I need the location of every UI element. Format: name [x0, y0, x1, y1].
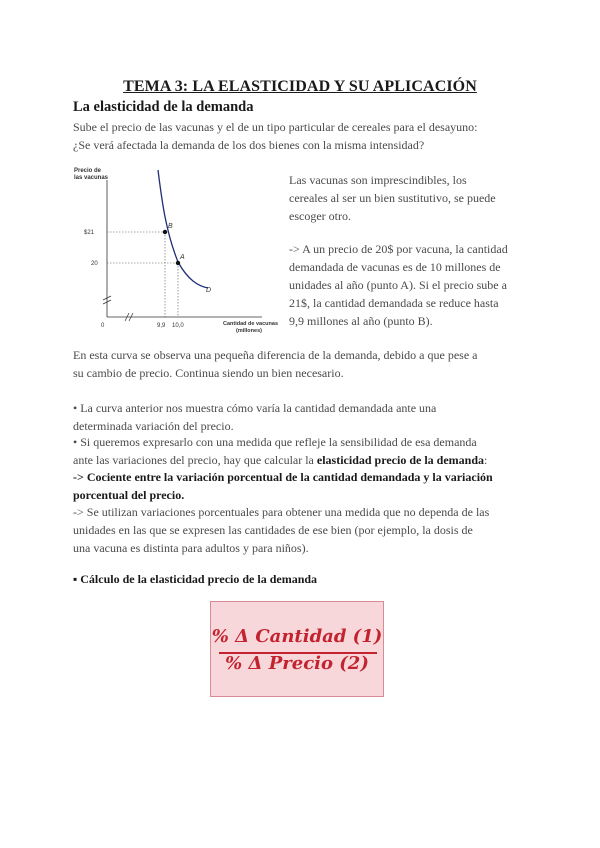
tick-label-20: 20	[91, 261, 98, 267]
side-paragraph-2	[289, 240, 539, 330]
tick-label-21: $21	[84, 230, 95, 236]
b3-line-1: -> Se utilizan variaciones porcentuales para obtener una medida que no dependa de las	[73, 505, 490, 519]
point-a	[176, 261, 180, 265]
section-heading: La elasticidad de la demanda	[73, 99, 254, 115]
formula-numerator: % Δ Cantidad (1)	[211, 626, 383, 647]
b3-line-3: una vacuna es distinta para adultos y para niños).	[73, 541, 309, 555]
formula-box	[210, 601, 384, 697]
chart-y-label: Precio de las vacunas	[74, 168, 109, 181]
bold-line-2: porcentual del precio.	[73, 488, 185, 502]
side-p2-line-4: 21$, la cantidad demandada se reduce hasta	[289, 296, 499, 310]
p3-line-2: su cambio de precio. Continua siendo un bien necesario.	[73, 366, 344, 380]
tick-label-9-9: 9,9	[157, 323, 166, 329]
point-b-label: B	[168, 223, 173, 230]
side-p2-line-3: unidades al año (punto A). Si el precio sube a	[289, 278, 507, 292]
demand-curve	[158, 170, 208, 288]
paragraph-3	[73, 346, 533, 382]
side-paragraph-1	[289, 171, 539, 225]
tick-label-0: 0	[101, 323, 105, 329]
b3-line-2: unidades en las que se expresen las cantidades de ese bien (por ejemplo, la dosis de	[73, 523, 473, 537]
subsection-heading: ▪ Cálculo de la elasticidad precio de la demanda	[73, 572, 318, 586]
bullet-2	[73, 433, 533, 469]
point-a-label: A	[180, 254, 185, 261]
b1-line-1: • La curva anterior nos muestra cómo varía la cantidad demandada ante una	[73, 401, 437, 415]
side-p2-line-1: -> A un precio de 20$ por vacuna, la cantidad	[289, 242, 508, 256]
side-p1-line-1: Las vacunas son imprescindibles, los	[289, 173, 467, 187]
bullet-3	[73, 503, 533, 557]
bullet-1	[73, 399, 533, 435]
demand-curve-chart	[70, 162, 279, 337]
formula-denominator: % Δ Precio (2)	[225, 653, 369, 674]
b2-line-2-emphasis: elasticidad precio de la demanda	[316, 453, 485, 467]
intro-line-1: Sube el precio de las vacunas y el de un tipo particular de cereales para el desayuno:	[73, 120, 478, 134]
intro-paragraph	[73, 118, 533, 154]
b2-line-1: • Si queremos expresarlo con una medida que refleje la sensibilidad de esa demanda	[73, 435, 477, 449]
side-p2-line-5: 9,9 millones al año (punto B).	[289, 314, 433, 328]
tick-label-10-0: 10,0	[172, 323, 184, 329]
side-p2-line-2: demandada de vacunas es de 10 millones de	[289, 260, 501, 274]
page-title: TEMA 3: LA ELASTICIDAD Y SU APLICACIÓN	[123, 78, 477, 95]
curve-label: D	[206, 287, 212, 294]
b2-line-2c: :	[484, 453, 488, 467]
p3-line-1: En esta curva se observa una pequeña diferencia de la demanda, debido a que pese a	[73, 348, 478, 362]
bold-line-1: -> Cociente entre la variación porcentual de la cantidad demandada y la variación	[73, 470, 493, 484]
point-b	[163, 230, 167, 234]
chart-x-label: Cantidad de vacunas (millones)	[223, 321, 279, 334]
b2-line-2a: ante las variaciones del precio, hay que calcular la	[73, 453, 317, 467]
definition-bold	[73, 468, 533, 504]
side-p1-line-3: escoger otro.	[289, 209, 351, 223]
side-p1-line-2: cereales al ser un bien sustitutivo, se puede	[289, 191, 496, 205]
tick-label-group	[84, 230, 184, 329]
intro-line-2: ¿Se verá afectada la demanda de los dos bienes con la misma intensidad?	[73, 138, 425, 152]
b1-line-2: determinada variación del precio.	[73, 419, 234, 433]
